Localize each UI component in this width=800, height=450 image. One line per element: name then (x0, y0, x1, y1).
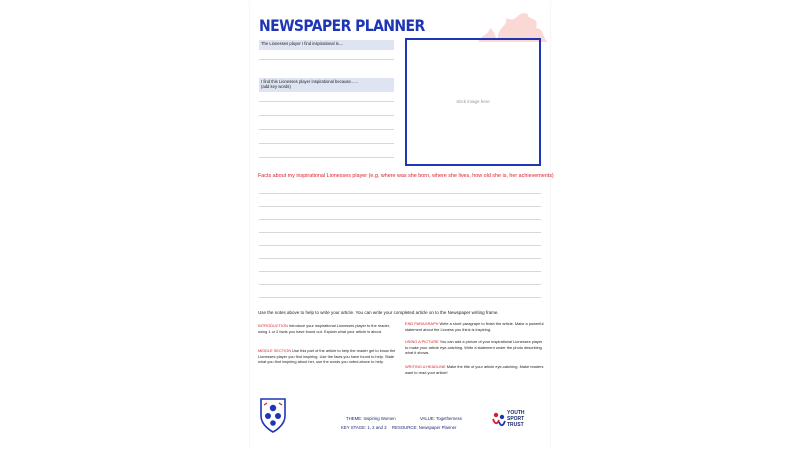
facts-heading: Facts about my inspirational Lionesses player (e.g. where was she born, where she lives, how old she is, her achievements) (258, 173, 554, 179)
key-stage-value: 1, 2 and 3 (367, 425, 387, 430)
youth-sport-trust-icon (492, 411, 506, 429)
instruction-label: MIDDLE SECTION (258, 348, 292, 353)
youth-sport-trust-wordmark (507, 410, 525, 428)
theme-field (346, 416, 396, 421)
writing-line (259, 232, 541, 233)
value-value: Togetherness (436, 416, 462, 421)
writing-line (259, 193, 541, 194)
inspirational-player-prompt (259, 40, 394, 50)
notes-intro-text: Use the notes above to help to write your article. You can write your completed article on to the Newspaper writing frame. (258, 310, 499, 315)
logo-line: TRUST (507, 422, 524, 428)
prompt-hint: (add key words) (261, 84, 291, 89)
instruction-label: END PARAGRAPH (405, 321, 439, 326)
instruction-text: You can add a picture of your inspirational Lionesses player to make your article eye-catching. Write a statement under the photo describing what it shows. (405, 339, 543, 355)
instruction-introduction (258, 323, 398, 334)
writing-line (259, 271, 541, 272)
logo-line: SPORT (507, 416, 525, 422)
instruction-writing-a-headline (405, 364, 545, 375)
writing-line (259, 219, 541, 220)
planner-page (250, 0, 554, 450)
resource-field (392, 425, 457, 430)
writing-line (259, 101, 394, 102)
value-field (420, 416, 462, 421)
instruction-label: USING A PICTURE (405, 339, 439, 344)
writing-line (259, 59, 394, 60)
writing-line (259, 129, 394, 130)
instruction-middle-section (258, 348, 398, 365)
instruction-text: Use this part of the article to help the reader get to know the Lionesses player you find inspiring. Use the facts you have found to help. State what you find inspiring about her, use the words you noted above to help. (258, 348, 396, 364)
writing-line (259, 297, 541, 298)
inspiration-reason-prompt (259, 78, 394, 92)
instruction-end-paragraph (405, 321, 545, 332)
decorative-splash-graphic (478, 6, 548, 42)
writing-line (259, 284, 541, 285)
instruction-text: Make the title of your article eye-catching. Make readers want to read your article! (405, 364, 544, 375)
resource-value: Newspaper Planner (418, 425, 457, 430)
writing-line (259, 206, 541, 207)
instruction-label: WRITING A HEADLINE (405, 364, 446, 369)
prompt-text: I find this Lionesses player inspirational because...... (261, 79, 358, 84)
writing-line (259, 157, 394, 158)
youth-sport-trust-logo (492, 410, 552, 434)
instruction-label: INTRODUCTION (258, 323, 288, 328)
theme-value: Inspiring Women (363, 416, 396, 421)
prompt-text: The Lionesses player I find inspirational is.... (261, 41, 344, 46)
writing-line (259, 143, 394, 144)
instruction-text: Write a short paragraph to finish the article. Make a powerful statement about the Lioness you think is inspiring. (405, 321, 544, 332)
value-label: VALUE: (420, 416, 435, 421)
theme-label: THEME: (346, 416, 363, 421)
resource-label: RESOURCE: (392, 425, 418, 430)
instruction-text: Introduce your inspirational Lionesses player to the reader, using 1 or 2 facts you have found out. Explain what your article is about. (258, 323, 390, 334)
writing-line (259, 115, 394, 116)
key-stage-field (341, 425, 386, 430)
instruction-using-a-picture (405, 339, 545, 356)
image-placeholder-label: Stick image here (456, 99, 490, 104)
image-placeholder-box (405, 38, 541, 166)
logo-line: YOUTH (507, 410, 525, 416)
key-stage-label: KEY STAGE: (341, 425, 367, 430)
writing-line (259, 258, 541, 259)
page-title: NEWSPAPER PLANNER (259, 17, 425, 36)
writing-line (259, 245, 541, 246)
england-crest-icon (258, 396, 288, 434)
